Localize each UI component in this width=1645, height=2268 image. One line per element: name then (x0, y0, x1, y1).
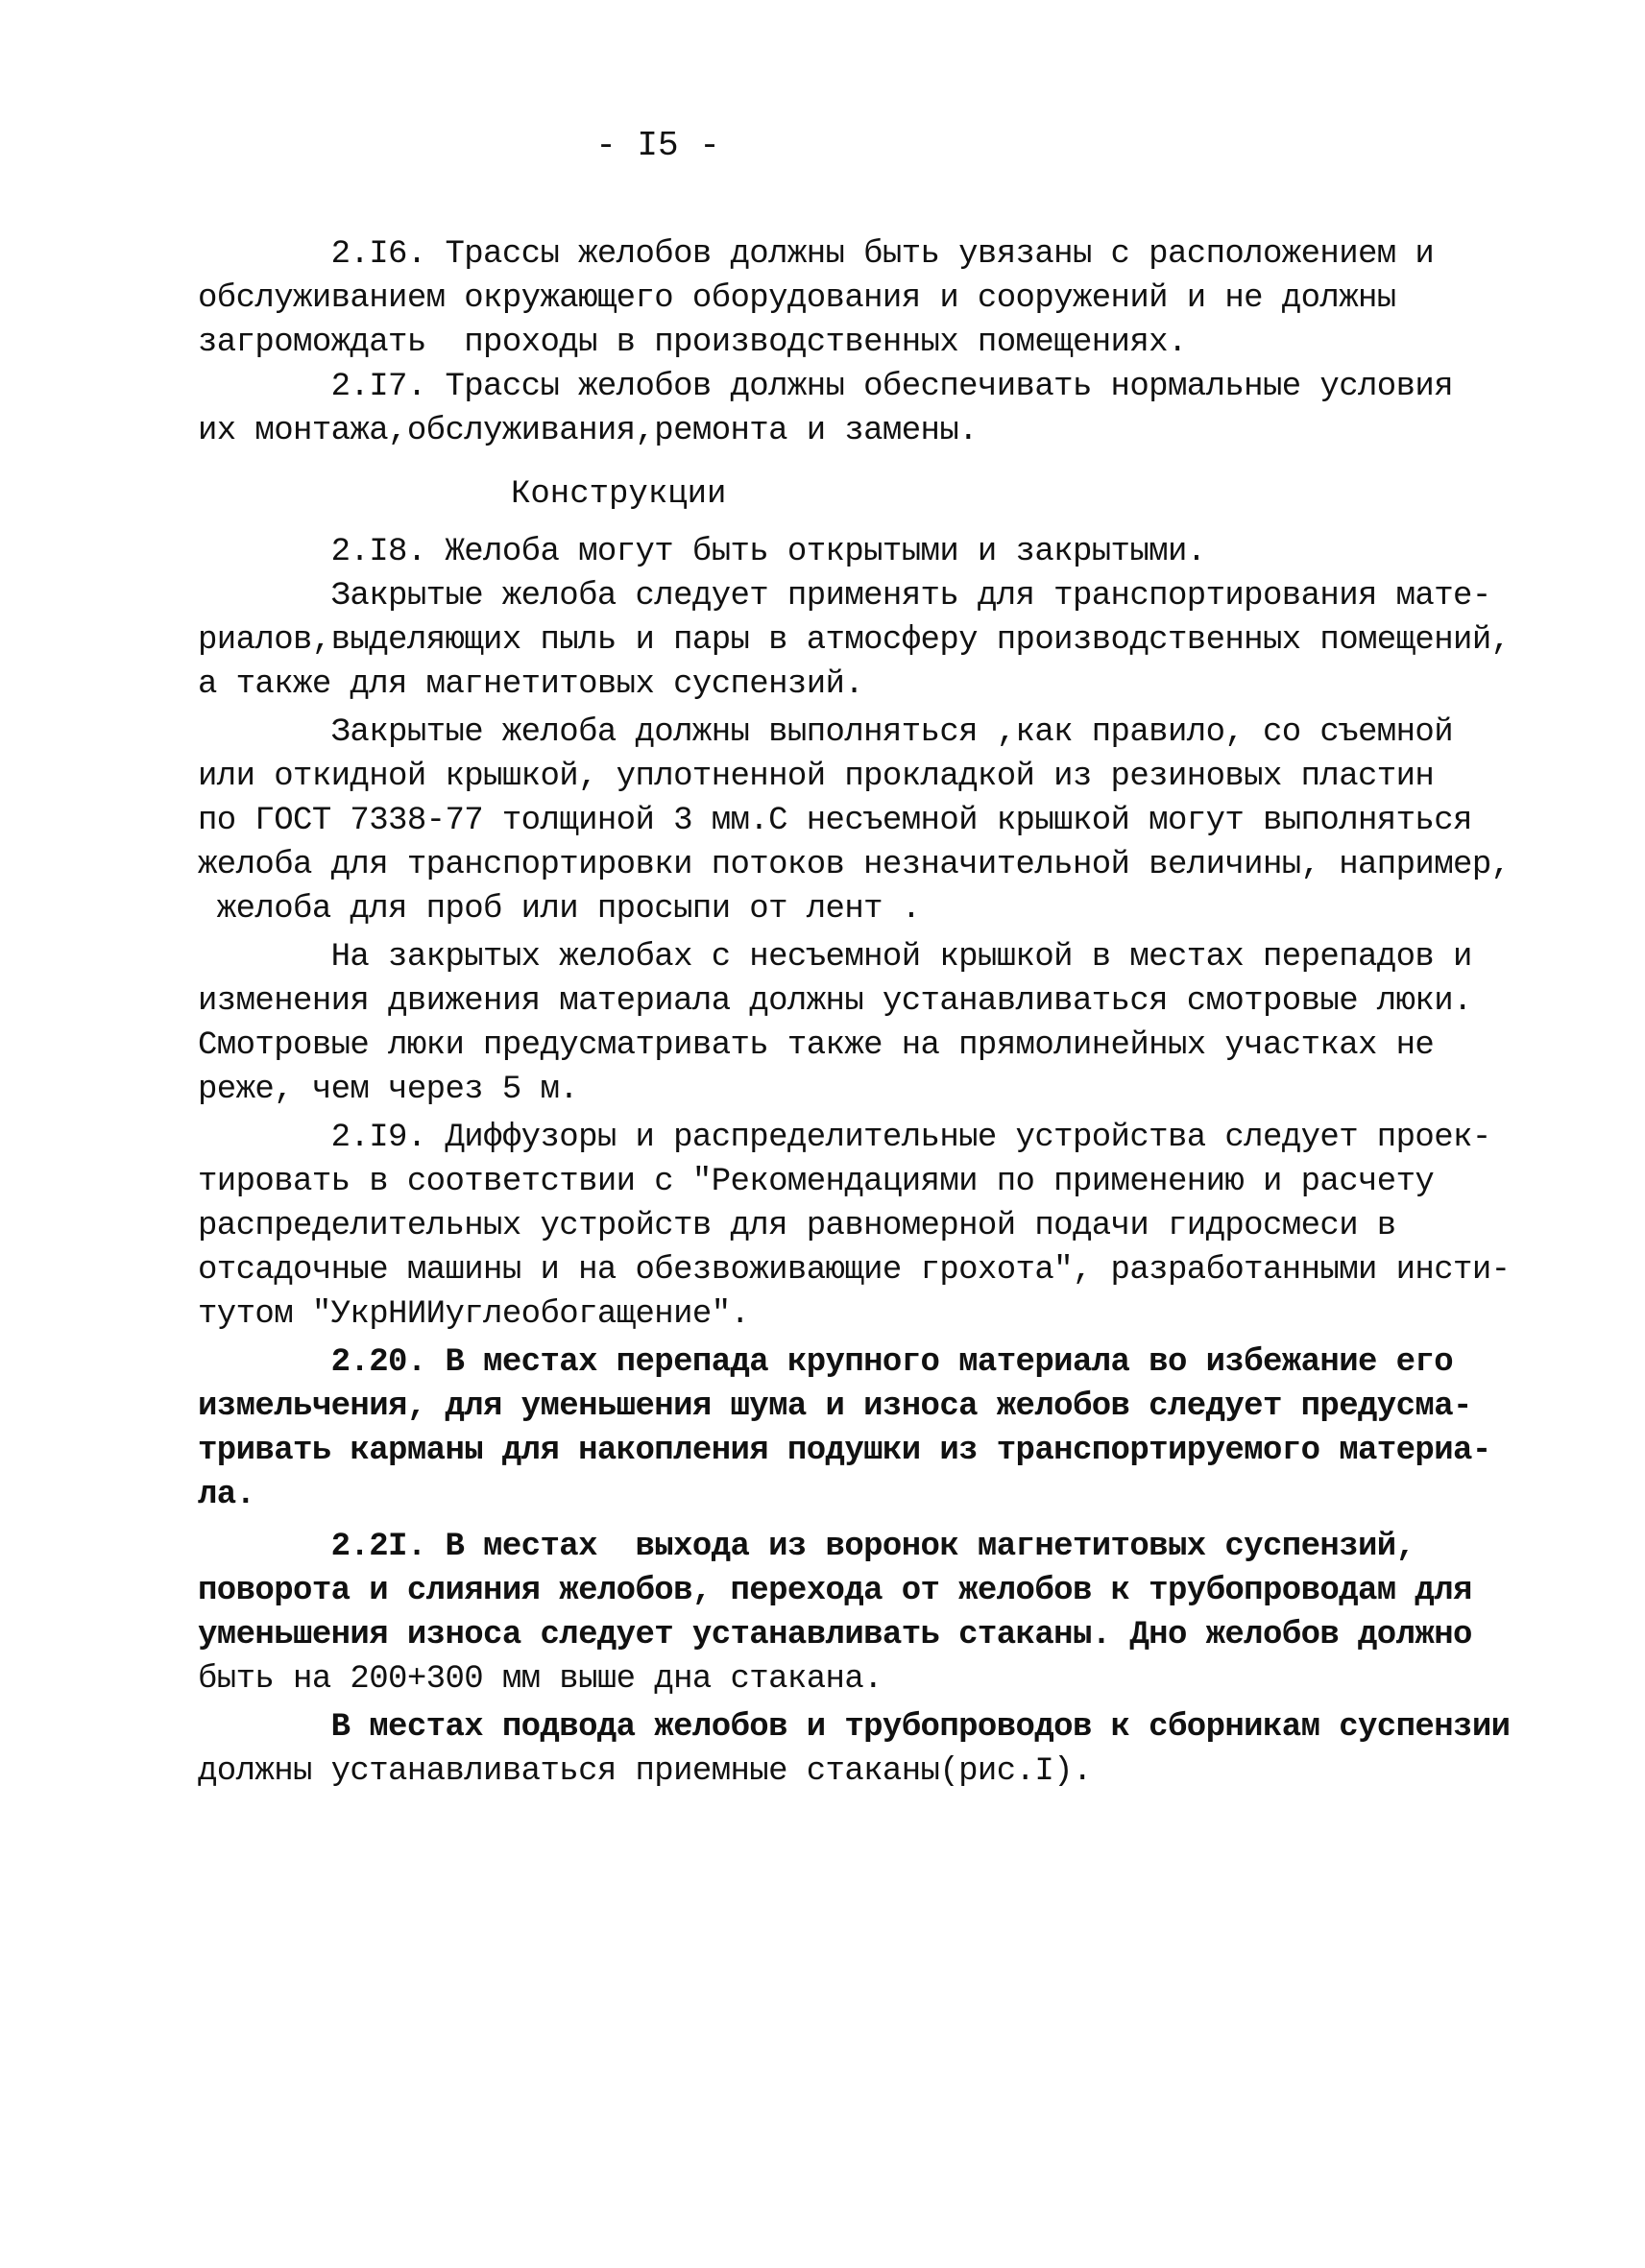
text-line: их монтажа,обслуживания,ремонта и замены. (198, 413, 978, 449)
text-line: Закрытые желоба должны выполняться ,как правило, со съемной (198, 714, 1454, 751)
text-line: быть на 200+300 мм выше дна стакана. (198, 1661, 883, 1698)
text-line: тривать карманы для накопления подушки из транспортируемого материа- (198, 1433, 1491, 1469)
text-line: Закрытые желоба следует применять для транспортирования мате- (198, 578, 1491, 615)
text-line: отсадочные машины и на обезвоживающие грохота", разработанными инсти- (198, 1252, 1511, 1289)
text-line: 2.20. В местах перепада крупного материала во избежание его (198, 1344, 1454, 1381)
text-line: распределительных устройств для равномерной подачи гидросмеси в (198, 1208, 1396, 1244)
text-line: обслуживанием окружающего оборудования и сооружений и не должны (198, 280, 1396, 317)
text-line: должны устанавливаться приемные стаканы(рис.I). (198, 1753, 1092, 1790)
text-line: 2.2I. В местах выхода из воронок магнетитовых суспензий, (198, 1529, 1415, 1565)
text-line: загромождать проходы в производственных помещениях. (198, 325, 1187, 361)
text-line: измельчения, для уменьшения шума и износа желобов следует предусма- (198, 1388, 1472, 1425)
text-line: риалов,выделяющих пыль и пары в атмосферу производственных помещений, (198, 622, 1511, 659)
page-number: - I5 - (595, 126, 720, 165)
section-heading: Конструкции (511, 476, 727, 513)
text-line: уменьшения износа следует устанавливать стаканы. Дно желобов должно (198, 1617, 1472, 1653)
text-line: 2.I8. Желоба могут быть открытыми и закрытыми. (198, 534, 1206, 570)
text-line: поворота и слияния желобов, перехода от желобов к трубопроводам для (198, 1573, 1472, 1609)
text-line: 2.I7. Трассы желобов должны обеспечивать нормальные условия (198, 369, 1454, 405)
text-line: по ГОСТ 7338-77 толщиной 3 мм.С несъемной крышкой могут выполняться (198, 803, 1472, 839)
text-line: На закрытых желобах с несъемной крышкой в местах перепадов и (198, 939, 1472, 976)
text-line: изменения движения материала должны устанавливаться смотровые люки. (198, 983, 1472, 1020)
text-line: Смотровые люки предусматривать также на прямолинейных участках не (198, 1027, 1435, 1064)
text-line: 2.I6. Трассы желобов должны быть увязаны с расположением и (198, 236, 1435, 273)
text-line: желоба для проб или просыпи от лент . (198, 891, 921, 928)
text-line: желоба для транспортировки потоков незначительной величины, например, (198, 847, 1511, 883)
text-line: тутом "УкрНИИуглеобогащение". (198, 1296, 750, 1333)
text-line: 2.I9. Диффузоры и распределительные устройства следует проек- (198, 1120, 1491, 1156)
text-line: а также для магнетитовых суспензий. (198, 666, 864, 703)
text-line: ла. (198, 1477, 255, 1513)
text-line: или откидной крышкой, уплотненной прокладкой из резиновых пластин (198, 759, 1435, 795)
text-line: реже, чем через 5 м. (198, 1072, 579, 1108)
text-line: В местах подвода желобов и трубопроводов к сборникам суспензии (198, 1709, 1511, 1746)
text-line: тировать в соответствии с "Рекомендациями по применению и расчету (198, 1164, 1435, 1200)
